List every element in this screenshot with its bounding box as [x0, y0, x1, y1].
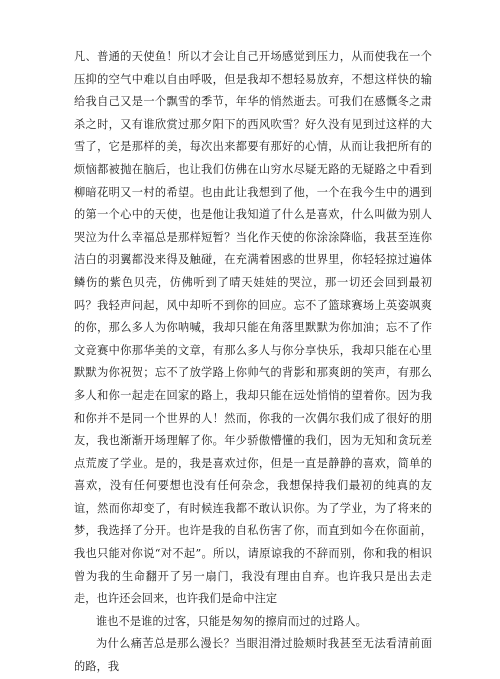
paragraph-2: 谁也不是谁的过客，只能是匆匆的擦肩而过的过路人。	[96, 614, 367, 628]
paragraph-1: 凡、普通的天使鱼！所以才会让自己开场感觉到压力，从而使我在一个压抑的空气中难以自由呼吸，但是我却不想轻易放弃，不想这样快的输给我自己又是一个飘雪的季节，年华的悄然逝去。可我们在感慨冬之肃杀之时，又有谁欣赏过那夕阳下的西风吹雪？好久没有见到过这样的大雪了，它是那样的美，每次出来都要有那好的心情，从而让我把所有的烦恼都被抛在脑后，也让我们仿佛在山穷水尽疑无路的无疑路之中看到柳暗花明又一村的希望。也由此让我想到了他，一个在我今生中的遇到的第一个心中的天使，也是他让我知道了什么是喜欢，什么叫做为别人哭泣为什么幸福总是那样短暂？当化作天使的你涂涂降临，我甚至连你洁白的羽翼都没来得及触碰，在充满着困惑的世界里，你轻轻掠过遍体鳞伤的紫色贝壳，仿佛听到了晴天娃娃的哭泣，那一切还会回到最初吗？我轻声问起，风中却听不到你的回应。忘不了篮球赛场上英姿飒爽的你，那么多人为你呐喊，我却只能在角落里默默为你加油；忘不了作文竞赛中你那华美的文章，有那么多人与你分享快乐，我却只能在心里默默为你祝贺；忘不了放学路上你帅气的背影和那爽朗的笑声，有那么多人和你一起走在回家的路上，我却只能在远处悄悄的望着你。因为我和你并不是同一个世界的人！然而，你我的一次偶尔我们成了很好的朋友，我也渐渐开场理解了你。年少骄傲懵懂的我们，因为无知和贪玩差点荒废了学业。是的，我是喜欢过你，但是一直是静静的喜欢，简单的喜欢，没有任何要想也没有任何杂念，我想保持我们最初的纯真的友谊，然而你却变了，有时候连我都不敢认识你。为了学业，为了将来的梦，我选择了分开。也许是我的自私伤害了你，而直到如今在你面前，我也只能对你说“对不起”。所以，请原谅我的不辞而别，你和我的相识曾为我的生命翻开了另一扇门，我没有理由自弃。也许我只是出去走走，也许还会回来，也许我们是命中注定	[74, 50, 432, 606]
paragraph-3: 为什么痛苦总是那么漫长？当眼泪滑过脸颊时我甚至无法看清前面的路，我	[74, 637, 432, 674]
article-body	[74, 46, 432, 679]
